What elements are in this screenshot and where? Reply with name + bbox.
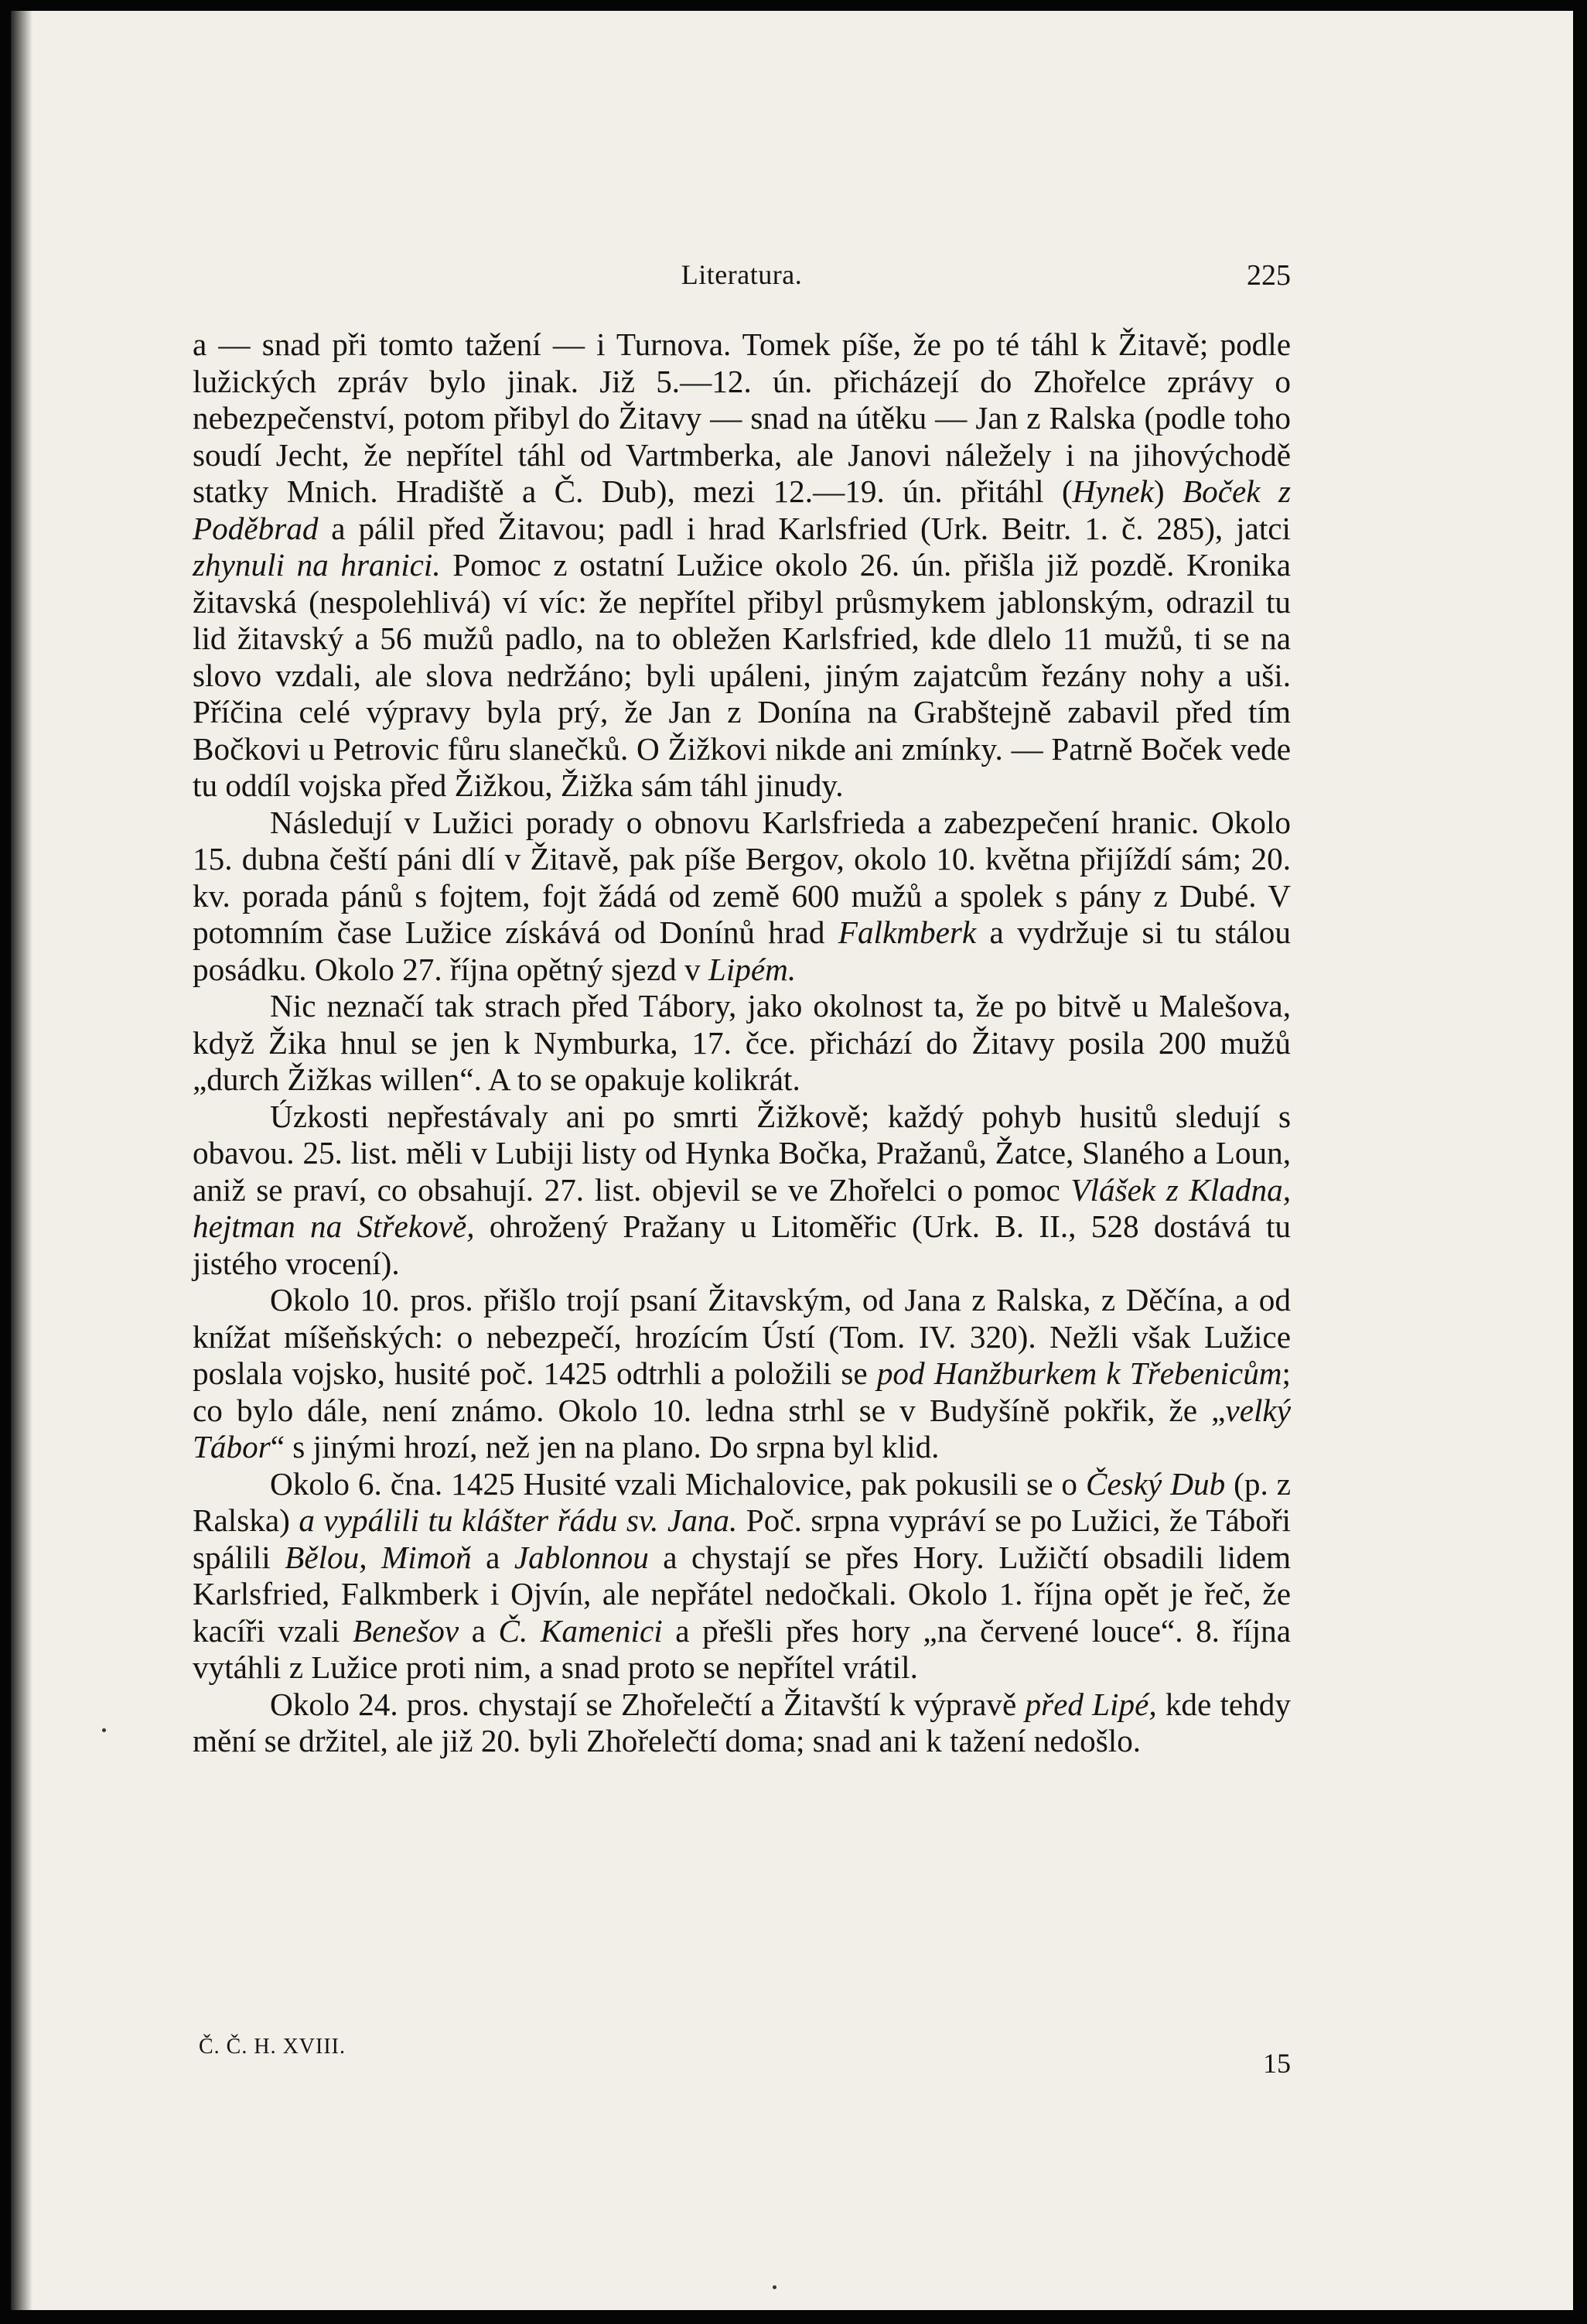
binding-shadow — [11, 11, 32, 2310]
italic-run: pod Hanžburkem k Třebenicům — [876, 1355, 1282, 1391]
text-run: “ s jinými hrozí, než jen na plano. Do srpna byl klid. — [270, 1429, 940, 1464]
italic-run: Vlášek z Kladna, hejtman na Střekově, — [193, 1171, 1292, 1244]
text-run: ohrožený Pražany u Litoměřic (Urk. B. II., 528 dostává tu jistého vrocení). — [193, 1208, 1291, 1281]
text-run: ) — [1153, 473, 1183, 509]
italic-run: Jablonnou — [514, 1539, 649, 1575]
italic-run: a vypálili tu klášter řádu sv. Jana. — [299, 1502, 738, 1538]
text-run: a — [459, 1612, 499, 1649]
text-run: ; co bylo dále, není známo. Okolo 10. ledna strhl se v Budyšíně pokřik, že „ — [193, 1355, 1291, 1428]
text-run: Následují v Lužici porady o obnovu Karlsfrieda a zabezpečení hranic. Okolo 15. dubna čeští páni dlí v Žitavě, pak píše Bergov, okolo 10. května přijíždí sám; 20. kv. porada pánů s fojtem, fojt žádá od země 600 mužů a spolek s pány z Dubé. V potomním čase Lužice získává od Donínů hrad — [193, 804, 1291, 950]
italic-run: Hynek — [1072, 473, 1154, 509]
paragraph — [193, 805, 1291, 989]
text-run: a — [471, 1539, 514, 1575]
page-number: 225 — [1247, 259, 1291, 292]
italic-run: velký Tábor — [193, 1392, 1291, 1464]
text-run: a vydržuje si tu stálou posádku. Okolo 27. října opětný sjezd v — [193, 914, 1291, 987]
text-run: Úzkosti nepřestávaly ani po smrti Žižkově; každý pohyb husitů sledují s obavou. 25. list. měli v Lubiji listy od Hynka Bočka, Pražanů, Žatce, Slaného a Loun, aniž se praví, co obsahují. 27. list. objevil se ve Zhořelci o pomoc — [193, 1098, 1291, 1208]
text-run: a chystají se přes Hory. Lužičtí obsadili lidem Karlsfried, Falkmberk i Ojvín, ale nepřátel nedočkali. Okolo 1. října opět je řeč, že kacíři vzali — [193, 1539, 1291, 1649]
italic-run: před Lipé, — [1025, 1686, 1157, 1722]
text-run: a pálil před Žitavou; padl i hrad Karlsfried (Urk. Beitr. 1. č. 285), jatci — [318, 510, 1291, 546]
text-run: Pomoc z ostatní Lužice okolo 26. ún. přišla již pozdě. Kronika žitavská (nespolehlivá) ví víc: že nepřítel přibyl průsmykem jablonským, odrazil tu lid žitavský a 56 mužů padlo, na to obležen Karlsfried, kde dlelo 11 mužů, ti se na slovo vzdali, ale slova nedržáno; byli upáleni, jiným zajatcům řezány nohy a uši. Příčina celé výpravy byla prý, že Jan z Donína na Grabštejně zabavil před tím Bočkovi u Petrovic fůru slanečků. O Žižkovi nikde ani zmínky. — Patrně Boček vede tu oddíl vojska před Žižkou, Žižka sám táhl jinudy. — [193, 547, 1291, 803]
text-run: kde tehdy mění se držitel, ale již 20. byli Zhořelečtí doma; snad ani k tažení nedošlo. — [193, 1686, 1291, 1758]
italic-run: Boček z Poděbrad — [193, 473, 1292, 546]
text-run: Okolo 10. pros. přišlo trojí psaní Žitavským, od Jana z Ralska, z Děčína, a od knížat míšeňských: o nebezpečí, hrozícím Ústí (Tom. IV. 320). Nežli však Lužice poslala vojsko, husité poč. 1425 odtrhli a položili se — [193, 1282, 1291, 1391]
paragraph — [193, 1099, 1291, 1283]
paragraph — [193, 326, 1291, 805]
text-run: Okolo 6. čna. 1425 Husité vzali Michalovice, pak pokusili se o — [270, 1465, 1086, 1502]
book-page — [11, 11, 1573, 2310]
italic-run: zhynuli na hranici. — [193, 547, 441, 583]
italic-run: Benešov — [352, 1612, 459, 1649]
paragraph — [193, 1466, 1291, 1687]
text-run: a přešli přes hory „na červené louce“. 8. října vytáhli z Lužice proti nim, a snad proto se nepřítel vrátil. — [193, 1612, 1291, 1685]
paragraph — [193, 1687, 1291, 1760]
printer-signature: Č. Č. H. XVIII. — [199, 2035, 346, 2059]
italic-run: Český Dub — [1085, 1465, 1226, 1502]
paper-speck — [102, 1728, 106, 1732]
italic-run: Č. Kamenici — [498, 1612, 663, 1649]
italic-run: Lipém. — [708, 951, 797, 987]
body-text — [193, 326, 1291, 1760]
paragraph — [193, 988, 1291, 1099]
text-run: Poč. srpna vypráví se po Lužici, že Táboři spálili — [193, 1502, 1291, 1575]
page-header — [193, 258, 1291, 305]
text-run: a — snad při tomto tažení — i Turnova. Tomek píše, že po té táhl k Žitavě; podle lužických zpráv bylo jinak. Již 5.—12. ún. přicházejí do Zhořelce zprávy o nebezpečenství, potom přibyl do Žitavy — snad na útěku — Jan z Ralska (podle toho soudí Jecht, že nepřítel táhl od Vartmberka, ale Janovi náležely i na jihovýchodě statky Mnich. Hradiště a Č. Dub), mezi 12.—19. ún. přitáhl ( — [193, 326, 1291, 509]
text-run: Nic neznačí tak strach před Tábory, jako okolnost ta, že po bitvě u Malešova, když Žika hnul se jen k Nymburka, 17. čce. přichází do Žitavy posila 200 mužů „durch Žižkas willen“. A to se opakuje kolikrát. — [193, 988, 1291, 1097]
text-run: (p. z Ralska) — [193, 1465, 1292, 1538]
text-run: Okolo 24. pros. chystají se Zhořelečtí a Žitavští k výpravě — [270, 1686, 1026, 1722]
running-title: Literatura. — [681, 259, 803, 290]
paragraph — [193, 1282, 1291, 1466]
italic-run: Bělou, Mimoň — [285, 1539, 472, 1575]
paper-speck — [773, 2285, 776, 2289]
page-footer — [193, 2032, 1291, 2086]
italic-run: Falkmberk — [838, 914, 977, 950]
sheet-number: 15 — [1263, 2048, 1291, 2079]
